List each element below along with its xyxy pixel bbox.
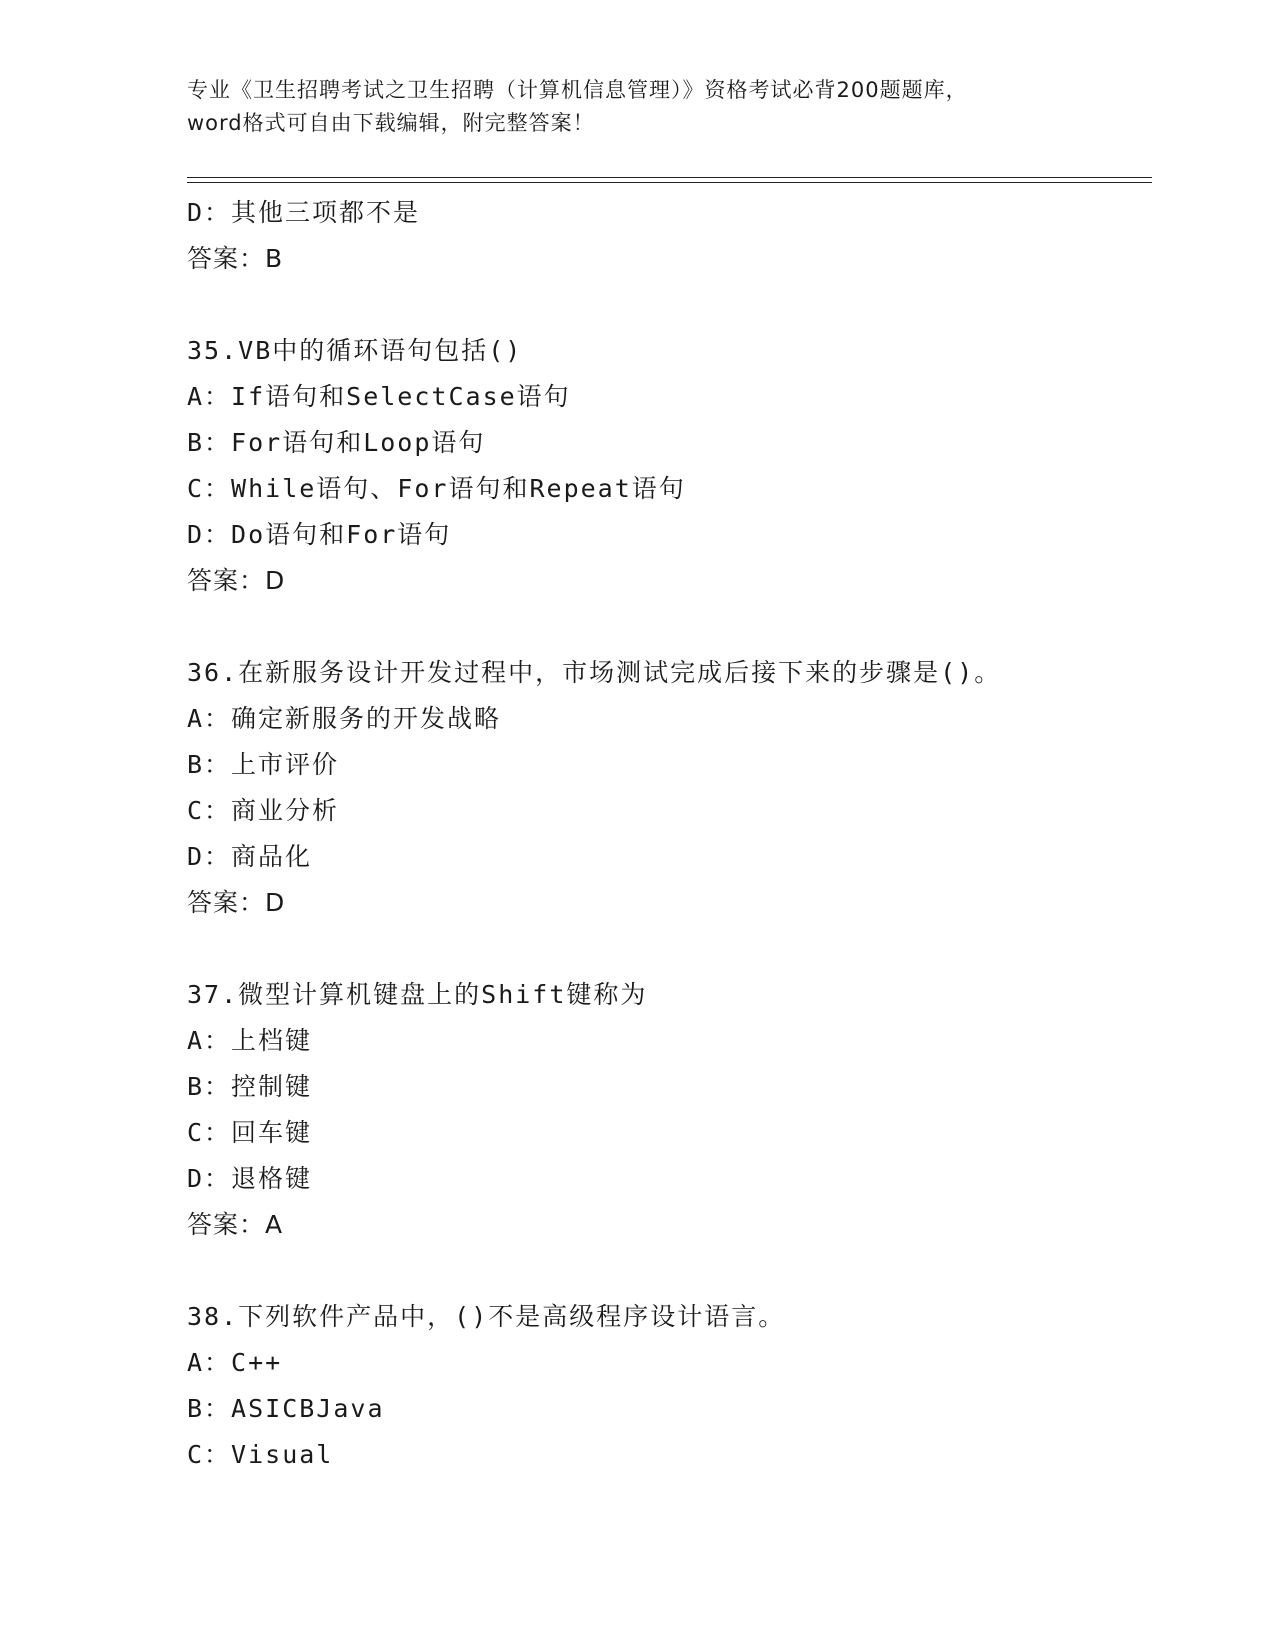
- option-c: C：Visual: [187, 1440, 334, 1469]
- answer-line: 答案：A: [187, 1210, 284, 1239]
- option-d: D：退格键: [187, 1164, 313, 1193]
- question-list: [187, 190, 1147, 1478]
- option-b: B：上市评价: [187, 750, 340, 779]
- option-b: B：控制键: [187, 1072, 313, 1101]
- header-line-1: 专业《卫生招聘考试之卫生招聘（计算机信息管理）》资格考试必背200题题库，: [187, 78, 968, 102]
- option-c: C：回车键: [187, 1118, 313, 1147]
- option-d: D：商品化: [187, 842, 313, 871]
- option-d: D：Do语句和For语句: [187, 520, 452, 549]
- question-stem: 37.微型计算机键盘上的Shift键称为: [187, 980, 648, 1009]
- question-35: [187, 328, 1147, 604]
- option-a: A：上档键: [187, 1026, 313, 1055]
- question-38: [187, 1294, 1147, 1478]
- option-b: B：For语句和Loop语句: [187, 428, 486, 457]
- option-d: D：其他三项都不是: [187, 198, 421, 227]
- question-stem: 35.VB中的循环语句包括(): [187, 336, 523, 365]
- option-a: A：C++: [187, 1348, 283, 1377]
- header-divider-top: [187, 177, 1152, 178]
- question-37: [187, 972, 1147, 1248]
- answer-line: 答案：D: [187, 888, 286, 917]
- option-a: A：确定新服务的开发战略: [187, 704, 502, 733]
- answer-line: 答案：D: [187, 566, 286, 595]
- carryover-question: [187, 190, 1147, 282]
- option-c: C：While语句、For语句和Repeat语句: [187, 474, 686, 503]
- question-stem: 36.在新服务设计开发过程中，市场测试完成后接下来的步骤是()。: [187, 658, 1002, 687]
- document-header: [187, 74, 1087, 140]
- option-c: C：商业分析: [187, 796, 340, 825]
- option-a: A：If语句和SelectCase语句: [187, 382, 571, 411]
- question-stem: 38.下列软件产品中，()不是高级程序设计语言。: [187, 1302, 786, 1331]
- question-36: [187, 650, 1147, 926]
- header-divider-bottom: [187, 182, 1152, 183]
- option-b: B：ASICBJava: [187, 1394, 385, 1423]
- answer-line: 答案：B: [187, 244, 284, 273]
- header-line-2: word格式可自由下载编辑，附完整答案！: [187, 111, 595, 135]
